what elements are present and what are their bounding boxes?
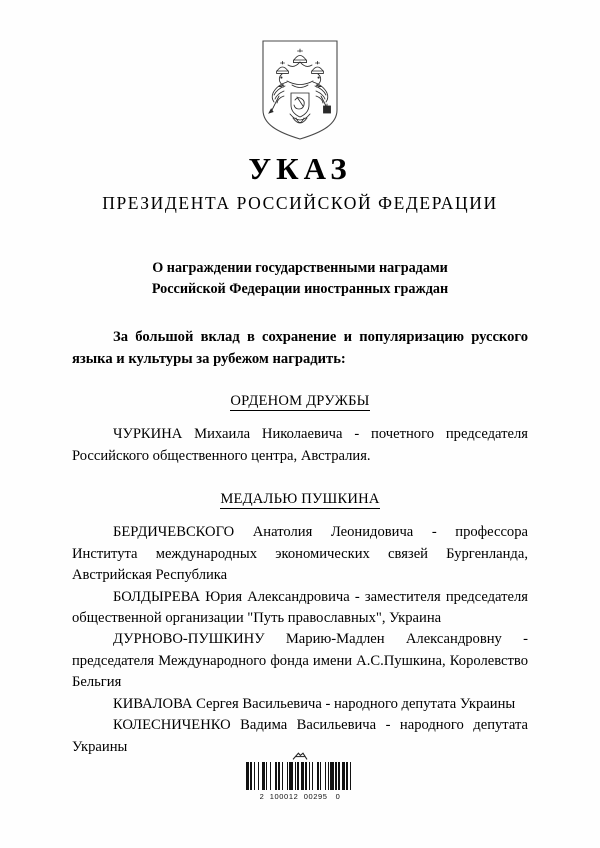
award-section-order-of-friendship [72, 393, 528, 467]
document-body [72, 258, 528, 758]
award-heading [72, 393, 528, 410]
decree-preamble: За большой вклад в сохранение и популяризацию русского языка и культуры за рубежом наградить: [72, 329, 528, 368]
list-item: ЧУРКИНА Михаила Николаевича - почетного председателя Российского общественного центра, Австралия. [72, 426, 528, 464]
award-heading-text: МЕДАЛЬЮ ПУШКИНА [220, 491, 380, 508]
russian-coat-of-arms-icon [257, 38, 343, 142]
barcode-bars [246, 762, 355, 790]
list-item: БОЛДЫРЕВА Юрия Александровича - заместителя председателя общественной организации "Путь православных", Украина [72, 588, 528, 626]
award-heading-text: ОРДЕНОМ ДРУЖБЫ [230, 393, 370, 410]
list-item: КОЛЕСНИЧЕНКО Вадима Васильевича - народного депутата Украины [72, 717, 528, 755]
coat-of-arms-container [0, 38, 600, 142]
document-subtitle: ПРЕЗИДЕНТА РОССИЙСКОЙ ФЕДЕРАЦИИ [102, 193, 498, 213]
decree-about-line-1: О награждении государственными наградами [152, 260, 448, 276]
recipient-list [72, 424, 528, 467]
list-item: КИВАЛОВА Сергея Васильевича - народного депутата Украины [113, 695, 516, 712]
recipient-list [72, 522, 528, 758]
decree-about-line-2: Российской Федерации иностранных граждан [151, 281, 449, 298]
list-item: БЕРДИЧЕВСКОГО Анатолия Леонидовича - профессора Института международных экономических связей Бургенланда, Австрийская Республика [72, 524, 528, 584]
barcode-bar [351, 762, 354, 790]
barcode-mark-icon [291, 752, 309, 761]
barcode-area [0, 752, 600, 801]
document-title: УКАЗ [248, 151, 352, 186]
barcode-number: 2 100012 00295 0 [259, 792, 341, 801]
award-section-pushkin-medal [72, 491, 528, 758]
list-item: ДУРНОВО-ПУШКИНУ Марию-Мадлен Александровну - председателя Международного фонда имени А.С.Пушкина, Королевство Бельгия [72, 631, 528, 691]
decree-about [72, 258, 528, 300]
award-heading [72, 491, 528, 508]
